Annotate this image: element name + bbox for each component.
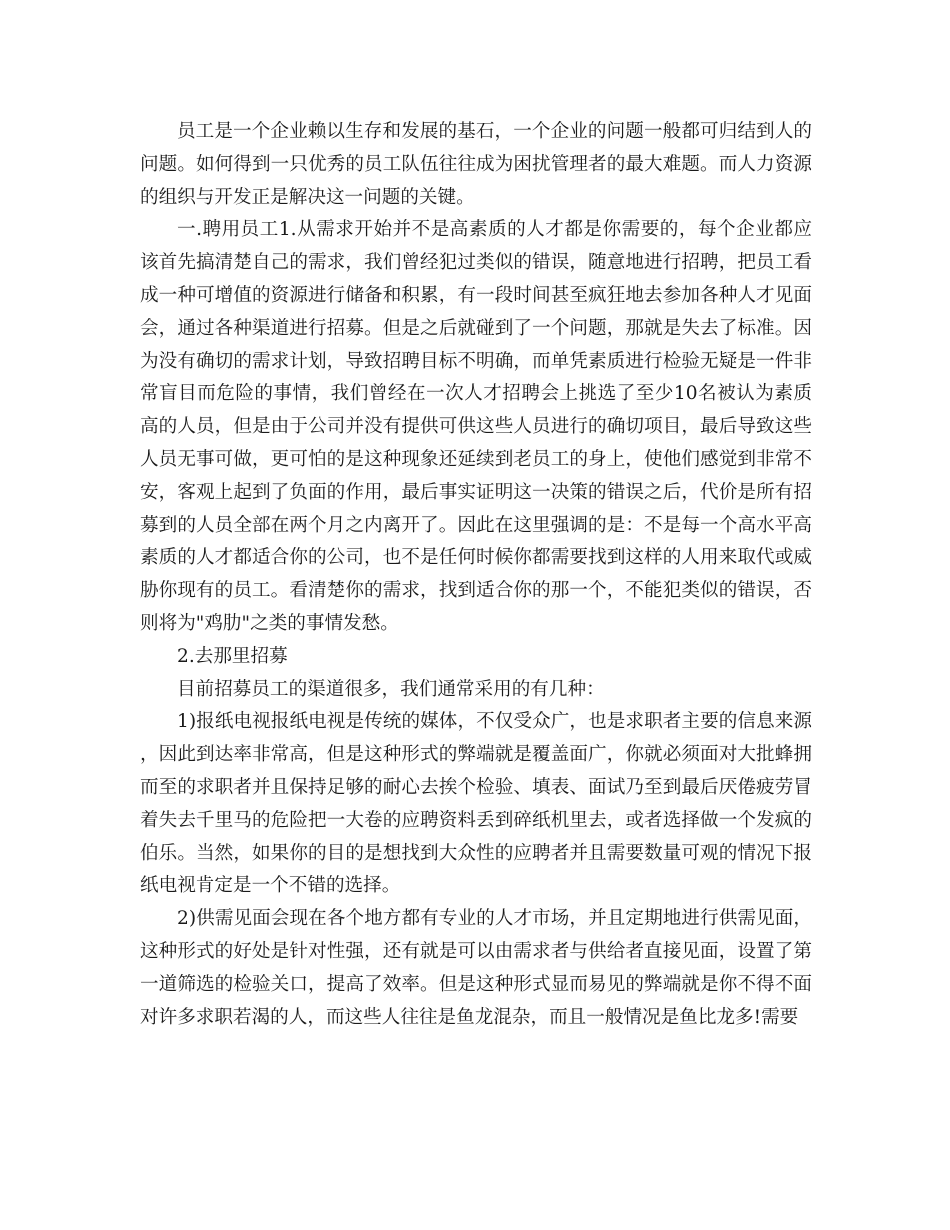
paragraph-job-fair: 2)供需见面会现在各个地方都有专业的人才市场，并且定期地进行供需见面，这种形式的好处是针对性强，还有就是可以由需求者与供给者直接见面，设置了第一道筛选的检验关口，提高了效率。但是这种形式显而易见的弊端就是你不得不面对许多求职若渴的人，而这些人往往是鱼龙混杂，而且一般情况是鱼比龙多!需要 bbox=[140, 908, 812, 1028]
document-body bbox=[140, 116, 812, 1034]
paragraph-newspaper-tv: 1)报纸电视报纸电视是传统的媒体，不仅受众广，也是求职者主要的信息来源，因此到达率非常高，但是这种形式的弊端就是覆盖面广，你就必须面对大批蜂拥而至的求职者并且保持足够的耐心去挨个检验、填表、面试乃至到最后厌倦疲劳冒着失去千里马的危险把一大卷的应聘资料丢到碎纸机里去，或者选择做一个发疯的伯乐。当然，如果你的目的是想找到大众性的应聘者并且需要数量可观的情况下报纸电视肯定是一个不错的选择。 bbox=[140, 711, 812, 897]
paragraph-channels: 目前招募员工的渠道很多，我们通常采用的有几种： bbox=[177, 678, 605, 700]
paragraph-where-to-recruit: 2.去那里招募 bbox=[177, 645, 288, 667]
paragraph-hiring-needs: 一.聘用员工1.从需求开始并不是高素质的人才都是你需要的，每个企业都应该首先搞清楚自己的需求，我们曾经犯过类似的错误，随意地进行招聘，把员工看成一种可增值的资源进行储备和积累，有一段时间甚至疯狂地去参加各种人才见面会，通过各种渠道进行招募。但是之后就碰到了一个问题，那就是失去了标准。因为没有确切的需求计划，导致招聘目标不明确，而单凭素质进行检验无疑是一件非常盲目而危险的事情，我们曾经在一次人才招聘会上挑选了至少10名被认为素质高的人员，但是由于公司并没有提供可供这些人员进行的确切项目，最后导致这些人员无事可做，更可怕的是这种现象还延续到老员工的身上，使他们感觉到非常不安，客观上起到了负面的作用，最后事实证明这一决策的错误之后，代价是所有招募到的人员全部在两个月之内离开了。因此在这里强调的是：不是每一个高水平高素质的人才都适合你的公司，也不是任何时候你都需要找到这样的人用来取代或威胁你现有的员工。看清楚你的需求，找到适合你的那一个，不能犯类似的错误，否则将为"鸡肋"之类的事情发愁。 bbox=[140, 219, 812, 634]
paragraph-intro: 员工是一个企业赖以生存和发展的基石，一个企业的问题一般都可归结到人的问题。如何得到一只优秀的员工队伍往往成为困扰管理者的最大难题。而人力资源的组织与开发正是解决这一问题的关键。 bbox=[140, 121, 812, 208]
